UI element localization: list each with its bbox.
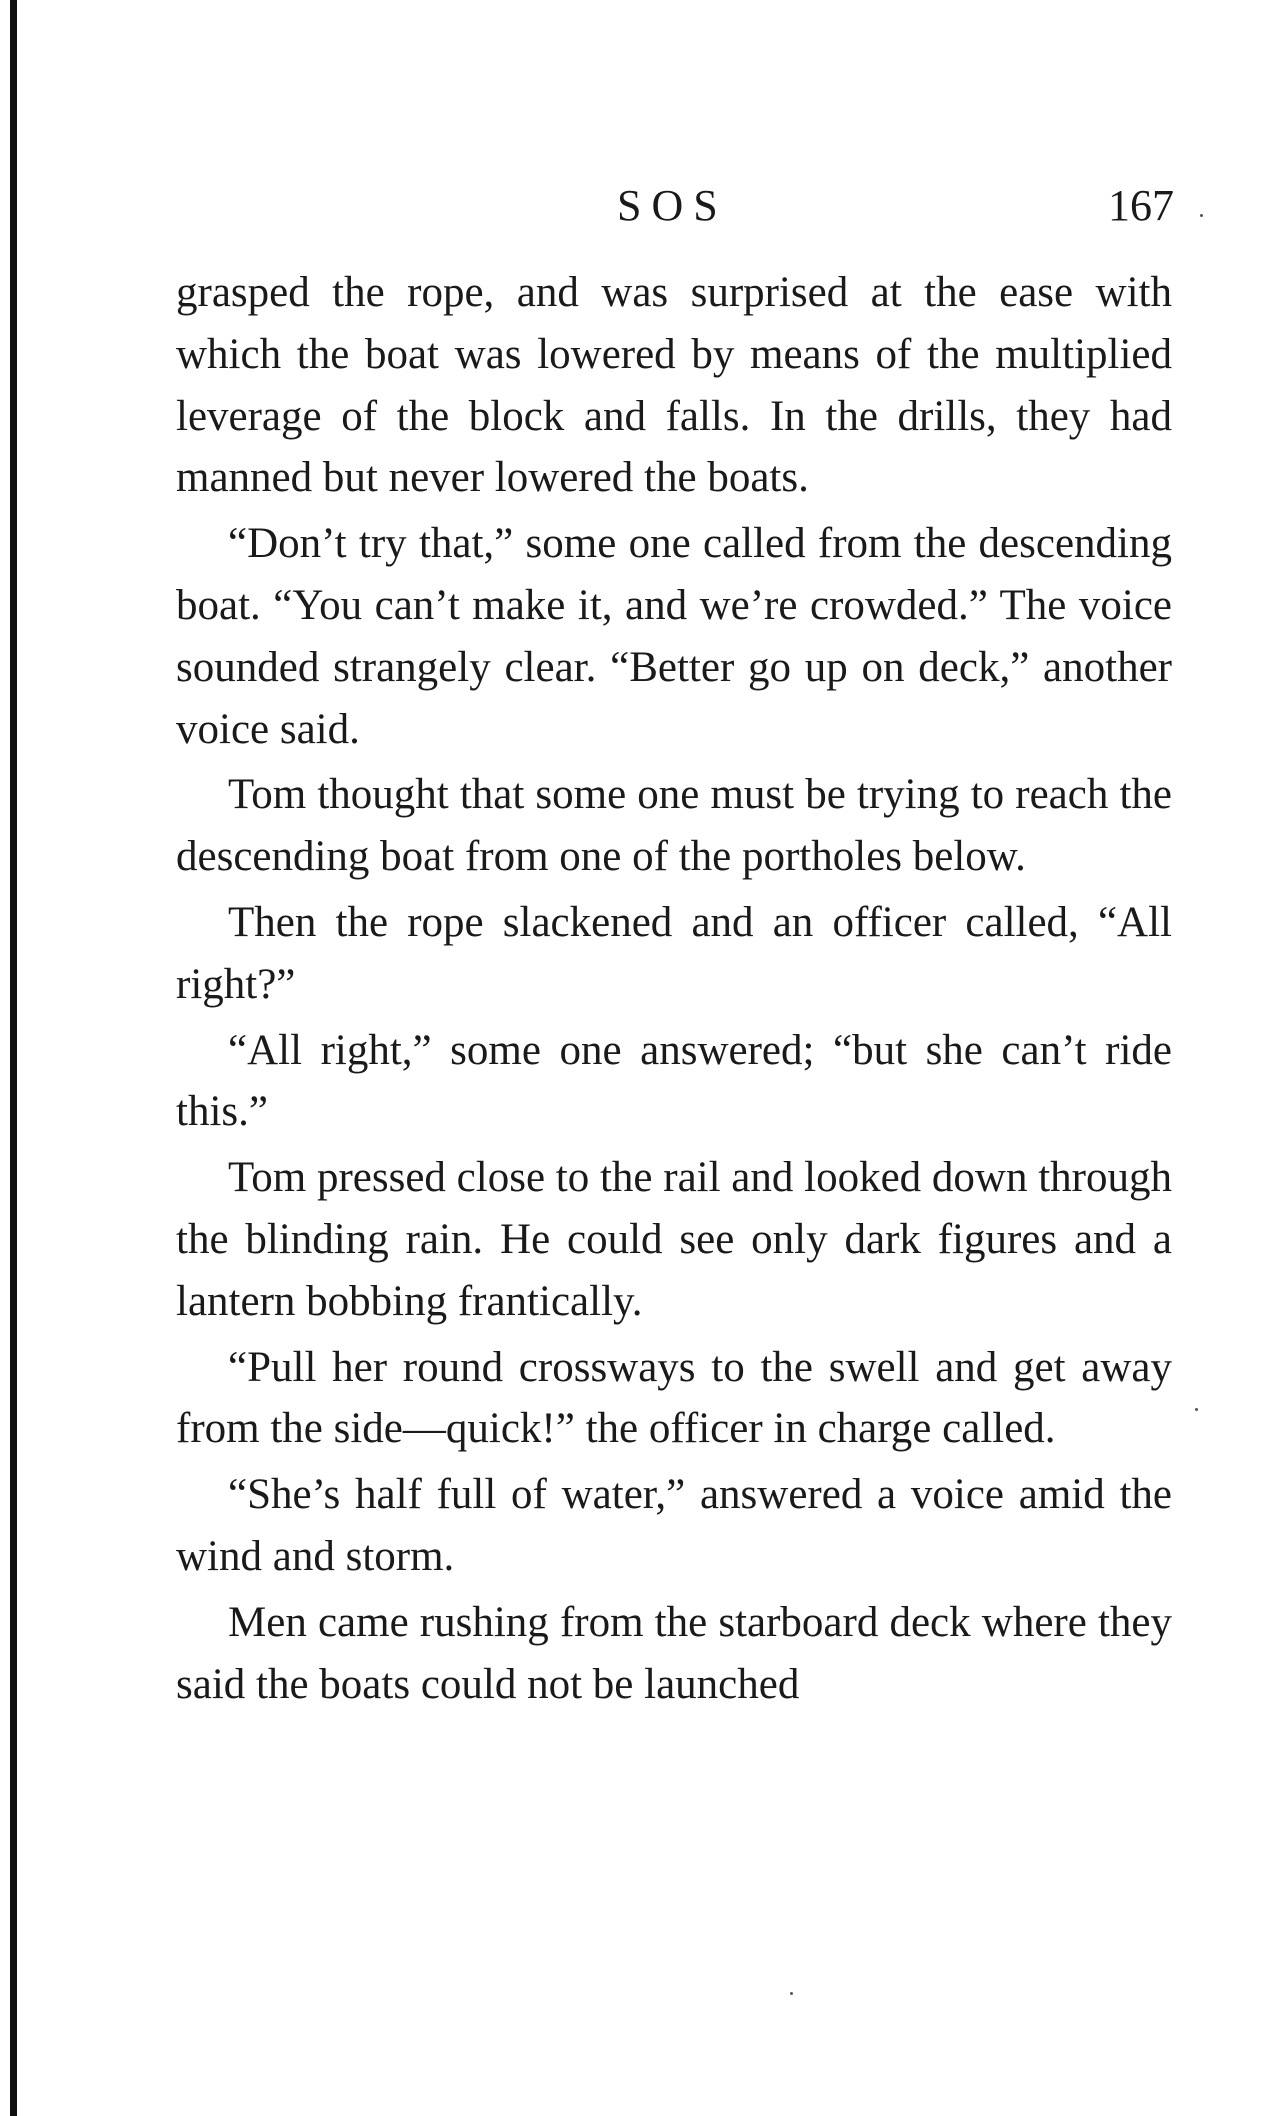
body-text bbox=[176, 262, 1172, 1719]
print-speck bbox=[1200, 214, 1203, 217]
paragraph: Tom thought that some one must be trying to reach the descending boat from one of the portholes below. bbox=[176, 771, 1172, 881]
binding-edge bbox=[10, 0, 17, 2116]
paragraph: Tom pressed close to the rail and looked down through the blinding rain. He could see only dark figures and a lantern bobbing frantically. bbox=[176, 1154, 1172, 1325]
paragraph: “Pull her round crossways to the swell and get away from the side—quick!” the officer in charge called. bbox=[176, 1343, 1172, 1453]
print-speck bbox=[790, 1992, 793, 1995]
print-speck bbox=[1195, 1408, 1198, 1411]
paragraph: “All right,” some one answered; “but she can’t ride this.” bbox=[176, 1026, 1172, 1136]
paragraph: grasped the rope, and was surprised at the ease with which the boat was lowered by means of the multiplied leverage of the block and falls. In the drills, they had manned but never lowered the boats. bbox=[176, 269, 1172, 502]
page-number: 167 bbox=[1108, 181, 1174, 230]
paragraph: “Don’t try that,” some one called from the descending boat. “You can’t make it, and we’re crowded.” The voice sounded strangely clear. “Better go up on deck,” another voice said. bbox=[176, 520, 1172, 753]
running-title: SOS bbox=[617, 181, 728, 230]
paragraph: Then the rope slackened and an officer called, “All right?” bbox=[176, 898, 1172, 1008]
running-header bbox=[0, 176, 1280, 236]
paragraph: “She’s half full of water,” answered a voice amid the wind and storm. bbox=[176, 1471, 1172, 1580]
paragraph: Men came rushing from the starboard deck where they said the boats could not be launched bbox=[176, 1598, 1172, 1708]
